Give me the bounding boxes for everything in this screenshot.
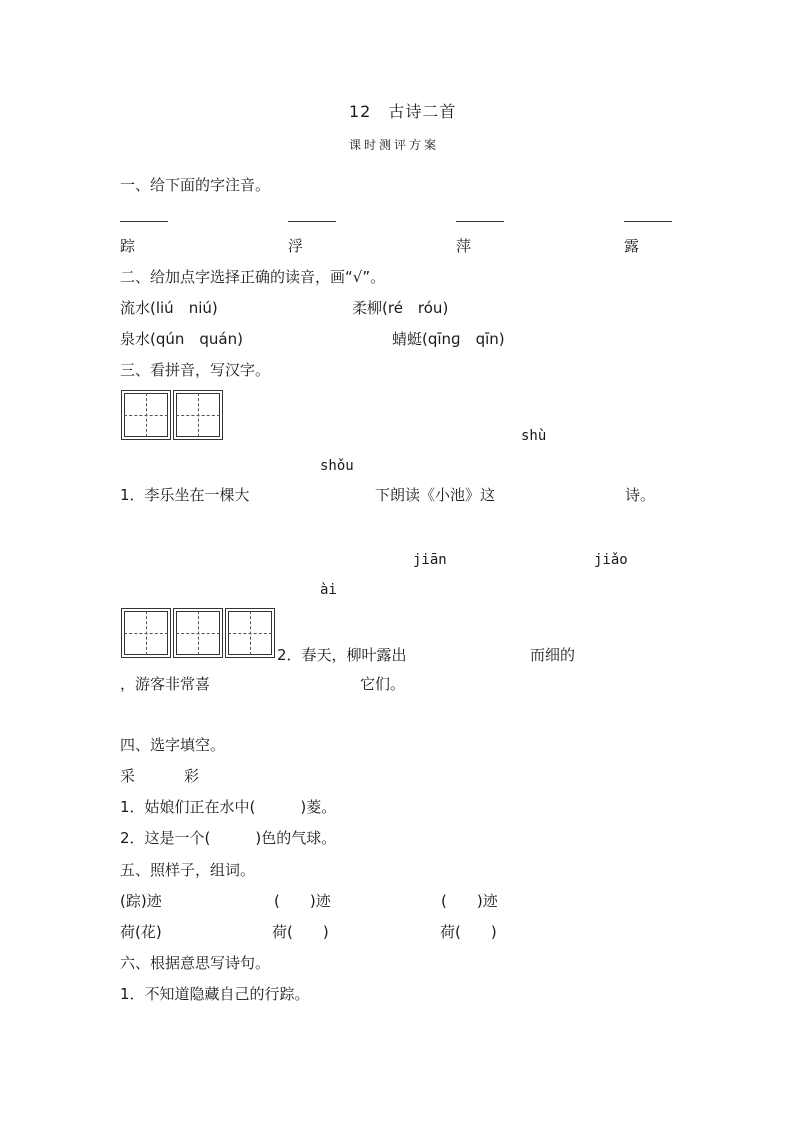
writing-grid-box[interactable] xyxy=(173,390,223,440)
word-blank[interactable]: ( )迹 xyxy=(441,892,498,910)
word-example: (踪)迹 xyxy=(120,892,162,910)
question-text: 2．春天，柳叶露出 xyxy=(277,646,407,664)
answer-line-2[interactable] xyxy=(288,221,336,222)
pinyin-prompt: shù xyxy=(521,428,547,444)
poem-question: 1．不知道隐藏自己的行踪。 xyxy=(120,985,310,1003)
pinyin-prompt: jiān xyxy=(413,552,447,568)
question-text: 诗。 xyxy=(625,486,656,504)
section-2-heading: 二、给加点字选择正确的读音，画“√”。 xyxy=(120,268,386,286)
char-item: 踪 xyxy=(120,237,136,255)
writing-grid-box[interactable] xyxy=(121,608,171,658)
section-5-heading: 五、照样子，组词。 xyxy=(120,861,256,879)
question-text: 它们。 xyxy=(360,675,406,693)
char-item: 萍 xyxy=(456,237,472,255)
page-subtitle: 课时测评方案 xyxy=(349,138,440,152)
char-item: 浮 xyxy=(288,237,304,255)
option-char: 采 xyxy=(120,767,136,785)
section-4-heading: 四、选字填空。 xyxy=(120,736,226,754)
writing-grid-box[interactable] xyxy=(225,608,275,658)
section-1-heading: 一、给下面的字注音。 xyxy=(120,176,271,194)
answer-line-3[interactable] xyxy=(456,221,504,222)
writing-grid-box[interactable] xyxy=(173,608,223,658)
option-char: 彩 xyxy=(184,767,200,785)
page-title: 12 古诗二首 xyxy=(349,102,457,121)
reading-choice-item[interactable]: 蜻蜓(qīnɡ qīn) xyxy=(392,330,505,348)
answer-line-1[interactable] xyxy=(120,221,168,222)
fill-question[interactable]: 1．姑娘们正在水中( )菱。 xyxy=(120,798,337,816)
char-item: 露 xyxy=(624,237,640,255)
reading-choice-item[interactable]: 流水(liú niú) xyxy=(120,299,218,317)
reading-choice-item[interactable]: 泉水(qún quán) xyxy=(120,330,243,348)
section-3-heading: 三、看拼音，写汉字。 xyxy=(120,361,271,379)
question-text: ，游客非常喜 xyxy=(120,675,211,693)
question-text: 而细的 xyxy=(530,646,576,664)
question-text: 1．李乐坐在一棵大 xyxy=(120,486,250,504)
pinyin-prompt: ài xyxy=(320,582,337,598)
pinyin-prompt: shǒu xyxy=(320,458,354,474)
word-blank[interactable]: 荷( ) xyxy=(272,923,329,941)
word-blank[interactable]: ( )迹 xyxy=(274,892,331,910)
word-example: 荷(花) xyxy=(120,923,162,941)
fill-question[interactable]: 2．这是一个( )色的气球。 xyxy=(120,829,337,847)
pinyin-prompt: jiǎo xyxy=(594,552,628,568)
reading-choice-item[interactable]: 柔柳(ré róu) xyxy=(352,299,449,317)
section-6-heading: 六、根据意思写诗句。 xyxy=(120,954,271,972)
answer-line-4[interactable] xyxy=(624,221,672,222)
writing-grid-box[interactable] xyxy=(121,390,171,440)
question-text: 下朗读《小池》这 xyxy=(375,486,496,504)
word-blank[interactable]: 荷( ) xyxy=(440,923,497,941)
